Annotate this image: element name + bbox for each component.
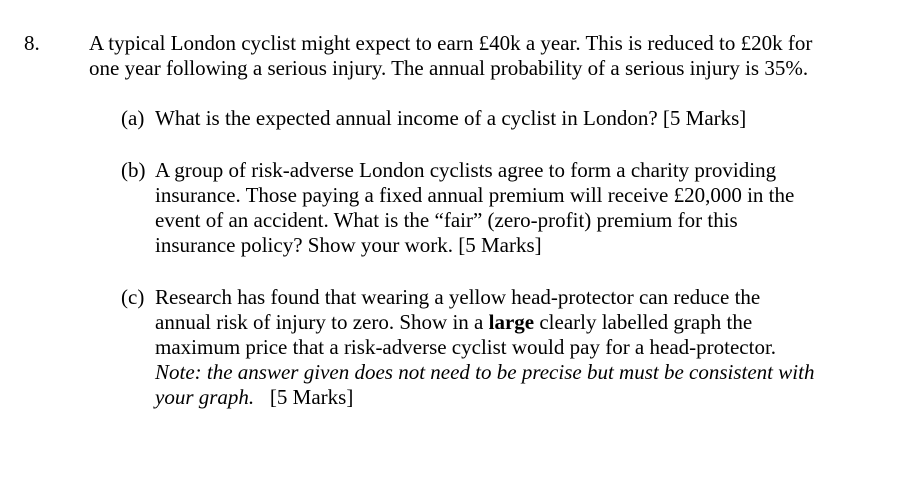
part-a-label: (a) bbox=[121, 106, 145, 130]
part-c-note-line-2 bbox=[155, 385, 881, 410]
part-c-text bbox=[155, 285, 881, 410]
part-b-line-4: insurance policy? Show your work. [5 Marks] bbox=[155, 233, 542, 257]
part-c-line-2-start: annual risk of injury to zero. Show in a bbox=[155, 310, 489, 334]
part-c-emphasis-large: large bbox=[488, 310, 535, 334]
part-c-note-line-1: Note: the answer given does not need to be precise but must be consistent with bbox=[155, 360, 815, 384]
part-c-line-3: maximum price that a risk-adverse cyclist would pay for a head-protector. bbox=[155, 335, 777, 359]
question-stem bbox=[89, 31, 879, 81]
part-c-line-2 bbox=[155, 310, 881, 335]
part-b-text bbox=[155, 158, 881, 258]
part-c-label: (c) bbox=[121, 285, 145, 309]
part-c bbox=[121, 285, 881, 410]
part-c-line-2-end: clearly labelled graph the bbox=[534, 310, 753, 334]
stem-line-2: one year following a serious injury. The annual probability of a serious injury is 35%. bbox=[89, 56, 809, 80]
part-b-line-3: event of an accident. What is the “fair” (zero-profit) premium for this bbox=[155, 208, 738, 232]
part-c-marks: [5 Marks] bbox=[269, 385, 354, 409]
part-c-line-1: Research has found that wearing a yellow head-protector can reduce the bbox=[155, 285, 761, 309]
part-b-line-2: insurance. Those paying a fixed annual premium will receive £20,000 in the bbox=[155, 183, 795, 207]
part-b-label: (b) bbox=[121, 158, 146, 182]
question-number: 8. bbox=[24, 31, 40, 55]
part-a-text bbox=[155, 106, 881, 131]
part-b-line-1: A group of risk-adverse London cyclists agree to form a charity providing bbox=[155, 158, 777, 182]
part-a-line-1: What is the expected annual income of a cyclist in London? [5 Marks] bbox=[155, 106, 747, 130]
part-a bbox=[121, 106, 881, 131]
part-b bbox=[121, 158, 881, 258]
stem-line-1: A typical London cyclist might expect to earn £40k a year. This is reduced to £20k for bbox=[89, 31, 813, 55]
part-c-note-end: your graph. bbox=[155, 385, 255, 409]
